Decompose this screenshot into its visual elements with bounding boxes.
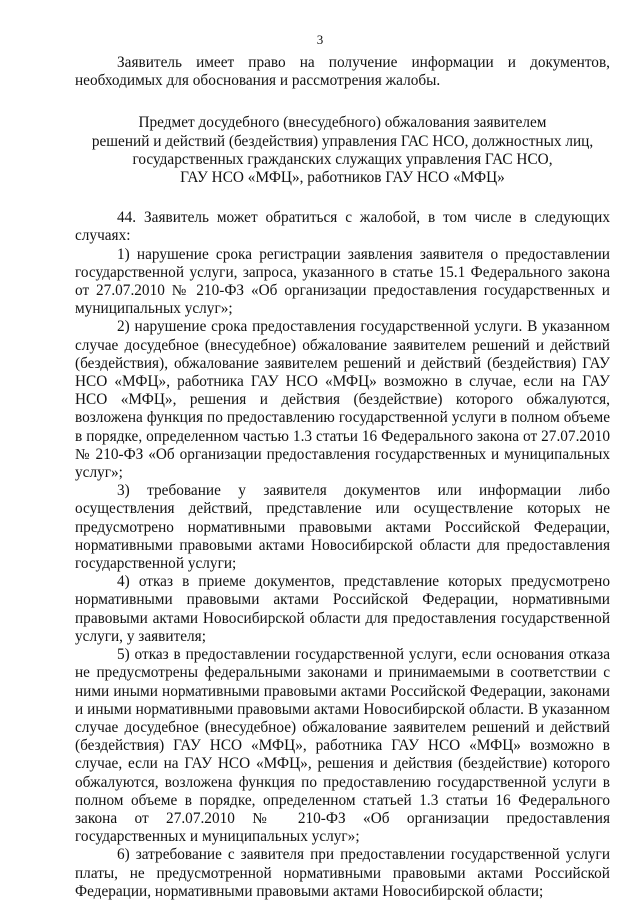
list-item-3: 3) требование у заявителя документов или информации либо осуществления действий, представление или осуществление которых не предусмотрено нормативными правовыми актами Российской Федерации, нормативными правовыми актами Новосибирской области для предоставления государственной услуги; — [75, 482, 610, 573]
heading-line-2: решений и действий (бездействия) управления ГАС НСО, должностных лиц, — [91, 132, 594, 150]
list-item-1: 1) нарушение срока регистрации заявления заявителя о предоставлении государственной услуги, запроса, указанного в статье 15.1 Федерального закона от 27.07.2010 № 210-ФЗ «Об организации предоставления государственных и муниципальных услуг»; — [75, 245, 610, 318]
intro-paragraph: Заявитель имеет право на получение информации и документов, необходимых для обоснования и рассмотрения жалобы. — [75, 54, 610, 90]
heading-line-1: Предмет досудебного (внесудебного) обжалования заявителем — [138, 114, 547, 132]
list-item-2: 2) нарушение срока предоставления государственной услуги. В указанном случае досудебное (внесудебное) обжалование заявителем решений и действий (бездействия), обжалование заявителем решений и действий (бездействия) ГАУ НСО «МФЦ», работника ГАУ НСО «МФЦ» возможно в случае, если на ГАУ НСО «МФЦ», решения и действия (бездействие) которого обжалуются, возложена функция по предоставлению государственной услуги в полном объеме в порядке, определенном частью 1.3 статьи 16 Федерального закона от 27.07.2010 № 210-ФЗ «Об организации предоставления государственных и муниципальных услуг»; — [75, 318, 610, 482]
heading-line-3: государственных гражданских служащих управления ГАС НСО, — [132, 150, 553, 168]
paragraph-44: 44. Заявитель может обратиться с жалобой, в том числе в следующих случаях: — [75, 209, 610, 245]
section-heading — [75, 114, 610, 187]
page-number: 3 — [316, 32, 324, 47]
list-item-5: 5) отказ в предоставлении государственной услуги, если основания отказа не предусмотрены федеральными законами и принимаемыми в соответствии с ними иными нормативными правовыми актами Российской Федерации, законами и иными нормативными правовыми актами Новосибирской области. В указанном случае досудебное (внесудебное) обжалование заявителем решений и действий (бездействия) ГАУ НСО «МФЦ», работника ГАУ НСО «МФЦ» возможно в случае, если на ГАУ НСО «МФЦ», решения и действия (бездействие) которого обжалуются, возложена функция по предоставлению государственной услуги в полном объеме в порядке, определенном статьей 1.3 статьи 16 Федерального закона от 27.07.2010 № 210-ФЗ «Об организации предоставления государственных и муниципальных услуг»; — [75, 646, 610, 846]
list-item-6: 6) затребование с заявителя при предоставлении государственной услуги платы, не предусмотренной нормативными правовыми актами Российской Федерации, нормативными правовыми актами Новосибирской области; — [75, 846, 610, 900]
list-item-4: 4) отказ в приеме документов, представление которых предусмотрено нормативными правовыми актами Российской Федерации, нормативными правовыми актами Новосибирской области для предоставления государственной услуги, у заявителя; — [75, 573, 610, 645]
document-body — [75, 54, 610, 901]
heading-line-4: ГАУ НСО «МФЦ», работников ГАУ НСО «МФЦ» — [180, 169, 505, 187]
